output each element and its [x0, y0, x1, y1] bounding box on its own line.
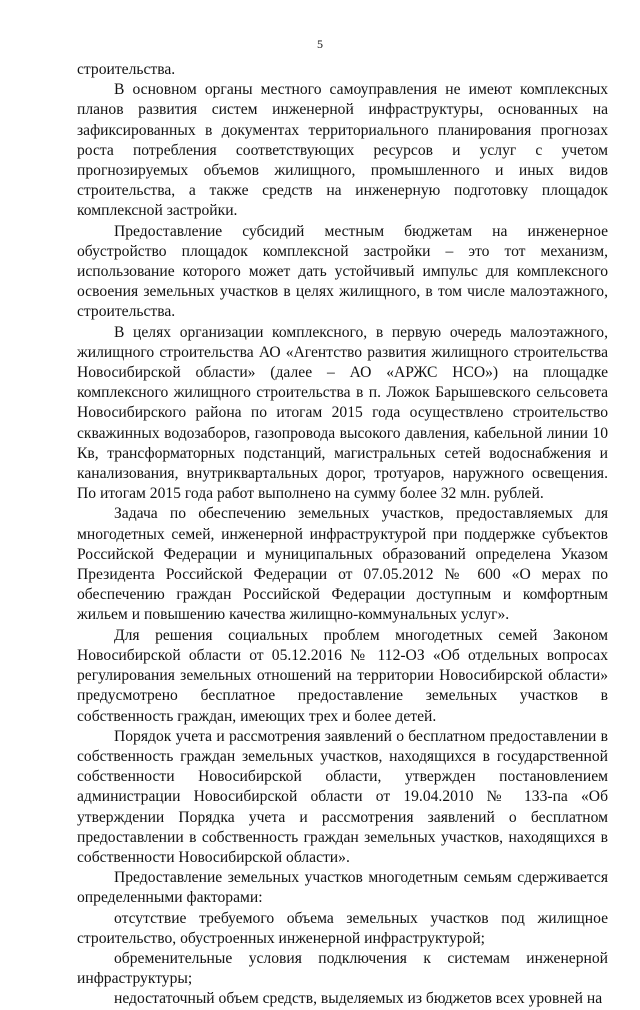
paragraph: Для решения социальных проблем многодетных семей Законом Новосибирской области от 05.12.2016 № 112-ОЗ «Об отдельных вопросах регулирования земельных отношений на территории Новосибирской области» предусмотрено бесплатное предоставление земельных участков в собственность граждан, имеющих трех и более детей. [77, 626, 608, 725]
list-item: недостаточный объем средств, выделяемых из бюджетов всех уровней на [114, 990, 603, 1008]
paragraph: Порядок учета и рассмотрения заявлений о бесплатном предоставлении в собственность граждан земельных участков, находящихся в государственной собственности Новосибирской области, утвержден постановлением администрации Новосибирской области от 19.04.2010 № 133-па «Об утверждении Порядка учета и рассмотрения заявлений о бесплатном предоставлении в собственность граждан земельных участков, находящихся в собственности Новосибирской области». [77, 727, 608, 866]
paragraph: В целях организации комплексного, в первую очередь малоэтажного, жилищного строительства АО «Агентство развития жилищного строительства Новосибирской области» (далее – АО «АРЖС НСО») на площадке комплексного жилищного строительства в п. Ложок Барышевского сельсовета Новосибирского района по итогам 2015 года осуществлено строительство скважинных водозаборов, газопровода высокого давления, кабельной линии 10 Кв, трансформаторных подстанций, магистральных сетей водоснабжения и канализования, внутриквартальных дорог, тротуаров, наружного освещения. По итогам 2015 года работ выполнено на сумму более 32 млн. рублей. [77, 323, 608, 503]
paragraph: строительства. [77, 61, 176, 78]
document-body [77, 60, 608, 1010]
list-item: обременительные условия подключения к системам инженерной инфраструктуры; [77, 949, 608, 988]
paragraph: Задача по обеспечению земельных участков, предоставляемых для многодетных семей, инженерной инфраструктурой при поддержке субъектов Российской Федерации и муниципальных образований определена Указом Президента Российской Федерации от 07.05.2012 № 600 «О мерах по обеспечению граждан Российской Федерации доступным и комфортным жильем и повышению качества жилищно-коммунальных услуг». [77, 505, 608, 624]
page-number: 5 [317, 37, 323, 51]
list-item: отсутствие требуемого объема земельных участков под жилищное строительство, обустроенных инженерной инфраструктурой; [77, 909, 608, 947]
paragraph: Предоставление субсидий местным бюджетам на инженерное обустройство площадок комплексной застройки – это тот механизм, использование которого может дать устойчивый импульс для комплексного освоения земельных участков в целях жилищного, в том числе малоэтажного, строительства. [77, 222, 608, 321]
paragraph: Предоставление земельных участков многодетным семьям сдерживается определенными факторами: [77, 869, 608, 907]
paragraph: В основном органы местного самоуправления не имеют комплексных планов развития систем инженерной инфраструктуры, основанных на зафиксированных в документах территориального планирования прогнозах роста потребления соответствующих ресурсов и услуг с учетом прогнозируемых объемов жилищного, промышленного и иных видов строительства, а также средств на инженерную подготовку площадок комплексной застройки. [77, 81, 608, 220]
